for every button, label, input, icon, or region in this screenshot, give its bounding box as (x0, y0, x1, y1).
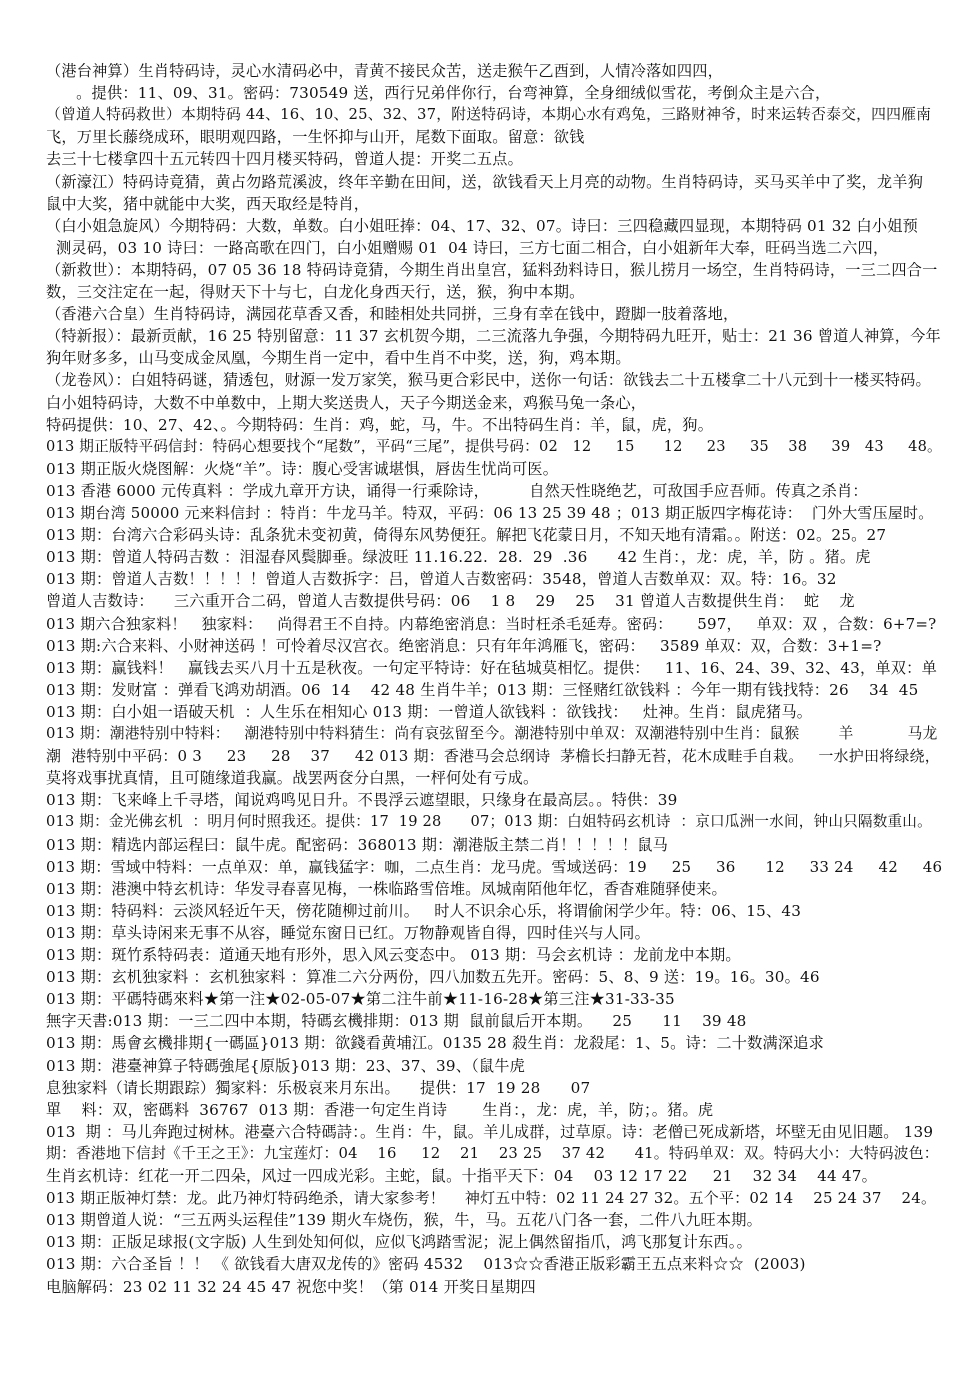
text-line: 电脑解码：23 02 11 32 24 45 47 祝您中奖！（第 014 开奖日星期四 (46, 1277, 536, 1296)
text-line: 013 期：港澳中特玄机诗：华发寻春喜见梅，一株临路雪倍堆。凤城南陌他年忆，香杳难随驿使来。 (46, 879, 727, 898)
text-line: 013 期：飞来峰上千寻塔，闻说鸡鸣见日升。不畏浮云遮望眼，只缘身在最高层。。特供：39 (46, 791, 678, 810)
text-line: 013 期：馬會玄機排期{一碼區}013 期：欲錢看黄埔江。0135 28 殺生肖：龙殺尾：1、5。诗：二十数满深追求 (46, 1034, 825, 1053)
text-line: 013 期：六合圣旨 ！！ 《 欲钱看大唐双龙传的》密码 4532 013☆☆香港正版彩霸王五点来料☆☆ (2003) (46, 1255, 806, 1274)
text-line: 013 期：金光佛玄机 ：明月何时照我还。提供：17 19 28 07；013 期：白姐特码玄机诗 ：京口瓜洲一水间，钟山只隔数重山。 (46, 813, 932, 831)
text-line: （香港六合皇）生肖特码诗，满园花草香又香，和睦相处共同拼，三身有幸在钱中，蹬脚一肢着落地， (46, 305, 739, 324)
text-line: （龙卷风）：白姐特码谜，猜透包，财源一发万家笑，猴马更合彩民中，送你一句话：欲钱去二十五楼拿二十八元到十一楼买特码。 (46, 371, 931, 390)
text-line: 期：香港地下信封《千王之王》：九宝莲灯：04 16 12 21 23 25 37 42 41。特码单双：双。特码大小：大特码波色： (46, 1144, 939, 1162)
text-line: （新救世）：本期特码，07 05 36 18 特码诗竟猜，今期生肖出皇宫，猛料劲料诗日，猴儿捞月一场空，生肖特码诗，一三二四合一 (46, 260, 938, 279)
text-line: （白小姐急旋风）今期特码：大数，单数。白小姐旺捧：04、17、32、07。诗曰：三四稳藏四显现，本期特码 01 32 白小姐预 (46, 216, 919, 235)
text-line: 單 料：双，密碼料 36767 013 期：香港一句定生肖诗 生肖：，龙：虎，羊，防；。猪。虎 (46, 1100, 714, 1119)
text-line: 013 期 ：马儿奔跑过树林。港臺六合特碼詩：。生肖：牛，鼠。羊儿成群，过草原。诗：老僧已死成新塔，坏壁无由见旧题。 139 (46, 1122, 934, 1141)
text-line: 013 期：赢钱料！ 赢钱去买八月十五是秋夜。一句定平特诗：好在毡城莫相忆。提供： 11、16、24、39、32、43，单双：单 (46, 658, 937, 677)
text-line: 013 期正版火烧图解：火烧“羊”。诗：腹心受害诚堪惧，唇齿生忧尚可医。 (46, 459, 559, 478)
text-line: 潮 港特别中平码：0 3 23 28 37 42 013 期：香港马会总纲诗 茅檐长扫静无苔，花木成畦手自栽。 一水护田将绿绕， (46, 747, 940, 766)
text-line: 013 期曾道人说：“三五两头运程佳”139 期火车烧伤，猴，牛，马。五花八门各一套，二件八九旺本期。 (46, 1211, 763, 1230)
text-line: （港台神算）生肖特码诗，灵心水清码必中，青黄不接民众苦，送走猴午乙酉到，人情冷落如四四， (46, 62, 724, 80)
text-line: 去三十七楼拿四十五元转四十四月楼买特码，曾道人提：开奖二五点。 (46, 150, 524, 169)
text-line: 無字天書:013 期：一三二四中本期，特碼玄機排期：013 期 鼠前鼠后开本期。 25 11 39 48 (46, 1012, 747, 1031)
text-line: 生肖玄机诗：红花一开二四朵，风过一四成光彩。主蛇，鼠。十指平天下：04 03 12 17 22 21 32 34 44 47。 (46, 1167, 878, 1185)
text-line: 息独家料（请长期跟踪）獨家料：乐极哀来月东出。 提供：17 19 28 07 (46, 1078, 591, 1097)
text-line: 。提供：11、09、31。密码：730549 送，西行兄弟伴你行，台弯神算，全身细绒似雪花，考倒众主是六合， (46, 84, 831, 103)
text-line: （特新报）：最新贡献，16 25 特别留意：11 37 玄机贺今期，二三流落九争强，今期特码九旺开，贴士：21 36 曾道人神算，今年 (46, 327, 941, 346)
text-line: 013 期：潮港特别中特料： 潮港特别中特料猜生：尚有哀弦留至今。潮港特别中单双：双潮港特别中生肖：鼠猴 羊 马龙 (46, 725, 938, 742)
text-line: 013 期：玄机独家料 ：玄机独家料 ：算准二六分两份，四八加数五先开。密码：5、8、9 送：19。16。30。46 (46, 968, 820, 987)
text-line: 013 期：斑竹系特码表：道通天地有形外，思入风云变态中。 013 期：马会玄机诗 ：龙前龙中本期。 (46, 946, 741, 964)
text-line: 曾道人吉数诗： 三六重开合二码，曾道人吉数提供号码：06 1 8 29 25 31 曾道人吉数提供生肖： 蛇 龙 (46, 592, 855, 611)
text-line: 013 香港 6000 元传真料 ：学成九章开方诀，诵得一行乘除诗， 自然天性晓绝艺，可敌国手应吾师。传真之杀肖： (46, 481, 868, 500)
text-line: 013 期正版神灯禁：龙。此乃神灯特码绝杀，请大家参考！ 神灯五中特：02 11 24 27 32。五个平：02 14 25 24 37 24。 (46, 1189, 937, 1208)
text-line: 测灵码，03 10 诗曰：一路高歌在四门，白小姐赠赐 01 04 诗曰，三方七面二相合，白小姐新年大奉，旺码当选二六四， (46, 238, 889, 257)
text-line: 白小姐特码诗，大数不中单数中，上期大奖送贵人，天子今期送金来，鸡猴马兔一条心， (46, 393, 647, 412)
text-line: 013 期：曾道人吉数！！！！！曾道人吉数拆字：吕，曾道人吉数密码：3548，曾道人吉数单双：双。特：16。32 (46, 570, 837, 589)
text-line: 013 期：曾道人特码吉数 ：泪湿春风鬓脚垂。绿波旺 11.16.22. 28. 29 .36 42 生肖：，龙：虎，羊，防 。猪。虎 (46, 548, 871, 567)
text-line: 特码提供：10、27、42、。今期特码：生肖：鸡，蛇，马，牛。不出特码生肖：羊，鼠，虎，狗。 (46, 415, 714, 434)
text-line: 013 期：发财富 ：弹看飞鸿劝胡酒。06 14 42 48 生肖牛羊；013 期：三怪赌红欲钱料 ：今年一期有钱找特：26 34 45 (46, 680, 919, 699)
text-line: 013 期：草头诗闲来无事不从容，睡觉东窗日已红。万物静观皆自得，四时佳兴与人同。 (46, 923, 650, 942)
text-line: 013 期：白小姐一语破天机 ：人生乐在相知心 013 期：一曾道人欲钱料 ：欲钱找： 灶神。生肖：鼠虎猪马。 (46, 702, 813, 721)
text-line: 013 期：雪域中特料：一点单双：单，赢钱猛字：咖，二点生肖：龙马虎。雪域送码：19 25 36 12 33 24 42 46 (46, 857, 943, 876)
text-line: 013 期台湾 50000 元来料信封 ：特肖：牛龙马羊。特双，平码：06 13 25 39 48 ；013 期正版四字梅花诗： 门外大雪压屋时。 (46, 504, 934, 522)
text-line: 013 期：精选内部运程曰：鼠牛虎。配密码：368013 期：潮港版主禁二肖！！！！！鼠马 (46, 835, 668, 854)
text-line: 鼠中大奖，猪中就能中大奖，西天取经是特肖， (46, 194, 370, 213)
text-line: 013 期：港臺神算子特碼強尾{原版}013 期：23、37、39、（鼠牛虎 (46, 1056, 526, 1075)
text-line: （曾道人特码救世）本期特码 44、16、10、25、32、37，附送特码诗，本期心水有鸡兔，三路财神爷，时来运转否泰交，四四雁南 (46, 106, 932, 124)
text-line: 013 期：台湾六合彩码头诗：乱条犹未变初黄，倚得东风势便狂。解把飞花蒙日月，不知天地有清霜。。附送：02。25。27 (46, 526, 887, 545)
text-line: 飞，万里长藤绕成环，眼明观四路，一生怀抑与山开，尾数下面取。留意：欲钱 (46, 128, 585, 147)
text-line: 013 期六合独家料！ 独家料： 尚得君王不自持。内幕绝密消息：当时枉杀毛延寿。密码： 597， 单双：双 ，合数：6+7=? (46, 614, 937, 633)
text-line: 狗年财多多，山马变成金凤凰，今期生肖一定中，看中生肖不中奖，送，狗，鸡本期。 (46, 349, 631, 368)
text-line: 013 期：平碼特碼來料★第一注★02-05-07★第二注牛前★11-16-28★第三注★31-33-35 (46, 990, 675, 1009)
text-line: 数，三交注定在一起，得财天下十与七，白龙化身西天行，送，猴，狗中本期。 (46, 283, 585, 301)
text-line: 013 期：正版足球报(文字版) 人生到处知何似，应似飞鸿踏雪泥；泥上偶然留指爪，鸿飞那复计东西。。 (46, 1233, 752, 1252)
text-line: 013 期:六合来料、小财神送码 ！可怜着尽汉宫衣。绝密消息：只有年年鸿雁飞，密码： 3589 单双：双，合数：3+1=? (46, 636, 882, 655)
text-line: （新濠江）特码诗竟猜，黄占勿路荒溪波，终年辛勤在田间，送，欲钱看天上月亮的动物。生肖特码诗，买马买羊中了奖，龙羊狗 (46, 172, 924, 191)
text-line: 莫将戏事扰真情，且可随缘道我赢。战罢两奁分白黑，一枰何处有亏成。 (46, 769, 539, 788)
text-line: 013 期：特码料：云淡风轻近午天，傍花随柳过前川。 时人不识余心乐，将谓偷闲学少年。特：06、15、43 (46, 901, 802, 920)
text-line: 013 期正版特平码信封：特码心想要找个“尾数”，平码“三尾”，提供号码：02 12 15 12 23 35 38 39 43 48。 (46, 437, 942, 455)
